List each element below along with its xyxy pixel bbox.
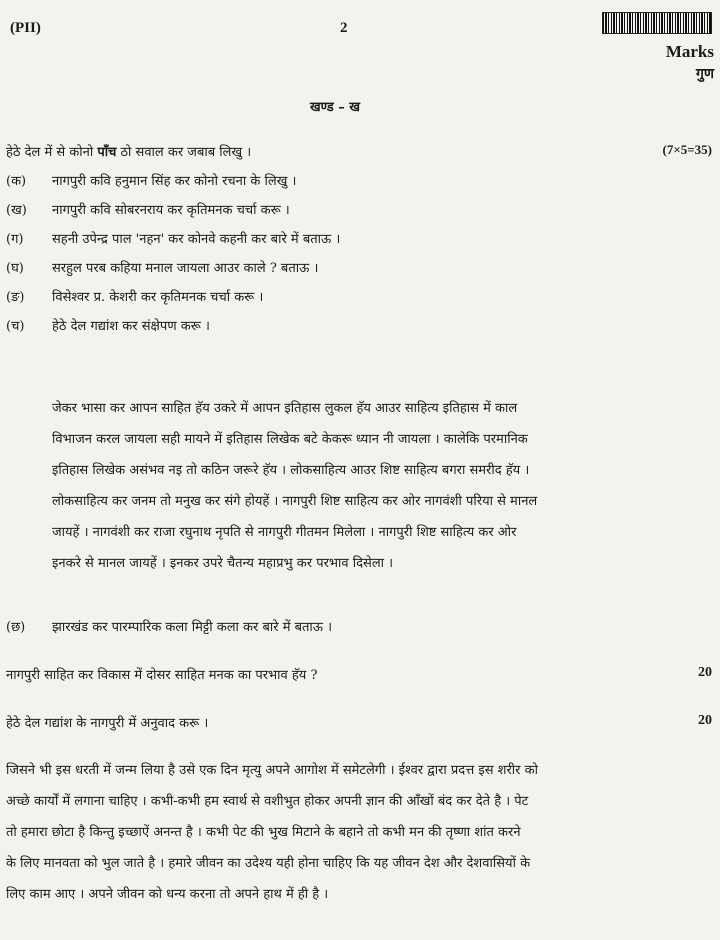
paper-code: (PII) [10,20,41,36]
passage-line: लिए काम आए । अपने जीवन को धन्य करना तो अपने हाथ में ही है । [6,887,329,902]
question-item [6,287,706,316]
passage-line: तो हमारा छोटा है किन्तु इच्छाऐं अनन्त है । कभी पेट की भुख मिटाने के बहाने तो कभी मन की तृष्णा शांत करने [6,825,521,840]
question-item [6,258,706,287]
summary-passage [52,393,672,579]
instruction-text-post: ठो सवाल कर जबाब लिखु । [116,145,252,160]
passage-line: अच्छे कार्यों में लगाना चाहिए । कभी-कभी हम स्वार्थ से वशीभुत होकर अपनी ज्ञान की आँखों बंद कर देते है । पेट [6,794,529,809]
passage-line: जायहें । नागवंशी कर राजा रघुनाथ नृपति से नागपुरी गीतमन मिलेला । नागपुरी शिष्ट साहित्य कर ओर [52,525,517,540]
question-text: झारखंड कर पारम्पारिक कला मिट्टी कला कर बारे में बताऊ । [52,620,333,635]
question-text: विसेश्वर प्र. केशरी कर कृतिमनक चर्चा करू । [52,290,264,305]
question-label: (छ) [6,620,26,635]
question-item [6,171,706,200]
question-text: सहनी उपेन्द्र पाल 'नहन' कर कोनवे कहनी कर बारे में बताऊ । [52,232,341,247]
question-3-marks: 20 [698,713,712,728]
translation-passage [6,755,706,910]
marks-heading-en: Marks [665,42,714,61]
marks-heading-hi: गुण [695,66,714,82]
barcode-image [602,12,712,34]
question-2-text: नागपुरी साहित कर विकास में दोसर साहित मनक का परभाव हॅय ? [6,668,318,683]
question-label: (ङ) [6,290,25,305]
passage-line: लोकसाहित्य कर जनम तो मनुख कर संगे होयहें । नागपुरी शिष्ट साहित्य कर ओर नागवंशी परिया से मानल [52,494,538,509]
question-text: हेठे देल गद्यांश कर संक्षेपण करू । [52,319,210,334]
question-label: (च) [6,319,25,334]
question-list [6,171,706,345]
section-marks: (7×5=35) [662,142,712,157]
passage-line: के लिए मानवता को भुल जाते है । हमारे जीवन का उदेश्य यही होना चाहिए कि यह जीवन देश और देशवासियों के [6,856,531,871]
instruction-text-bold: पाँच [97,145,117,160]
question-label: (क) [6,174,27,189]
question-text: नागपुरी कवि सोबरनराय कर कृतिमनक चर्चा करू । [52,203,290,218]
passage-line: विभाजन करल जायला सही मायने में इतिहास लिखेक बटे केकरू ध्यान नी जायला । कालेकि परमानिक [52,432,528,447]
passage-line: जिसने भी इस धरती में जन्म लिया है उसे एक दिन मृत्यु अपने आगोश में समेटलेगी । ईश्वर द्वारा प्रदत्त इस शरीर को [6,763,538,778]
question-label: (ख) [6,203,27,218]
passage-line: इनकरे से मानल जायहें । इनकर उपरे चैतन्य महाप्रभु कर परभाव दिसेला । [52,556,394,571]
question-item [6,200,706,229]
question-label: (ग) [6,232,24,247]
section-title: खण्ड – ख [310,100,360,115]
question-2-marks: 20 [698,665,712,680]
instruction-text-pre: हेठे देल में से कोनो [6,145,98,160]
question-item [6,316,706,345]
question-3-text: हेठे देल गद्यांश के नागपुरी में अनुवाद करू । [6,716,209,731]
question-text: सरहुल परब कहिया मनाल जायला आउर काले ? बताऊ । [52,261,319,276]
question-item-last [6,617,332,635]
passage-line: इतिहास लिखेक असंभव नइ तो कठिन जरूरे हॅय । लोकसाहित्य आउर शिष्ट साहित्य बगरा समरीद हॅय । [52,463,530,478]
page-number: 2 [340,20,348,36]
question-label: (घ) [6,261,24,276]
section-instruction [6,142,251,160]
passage-line: जेकर भासा कर आपन साहित हॅय उकरे में आपन इतिहास लुकल हॅय आउर साहित्य इतिहास में काल [52,401,518,416]
question-text: नागपुरी कवि हनुमान सिंह कर कोनो रचना के लिखु । [52,174,297,189]
question-item [6,229,706,258]
